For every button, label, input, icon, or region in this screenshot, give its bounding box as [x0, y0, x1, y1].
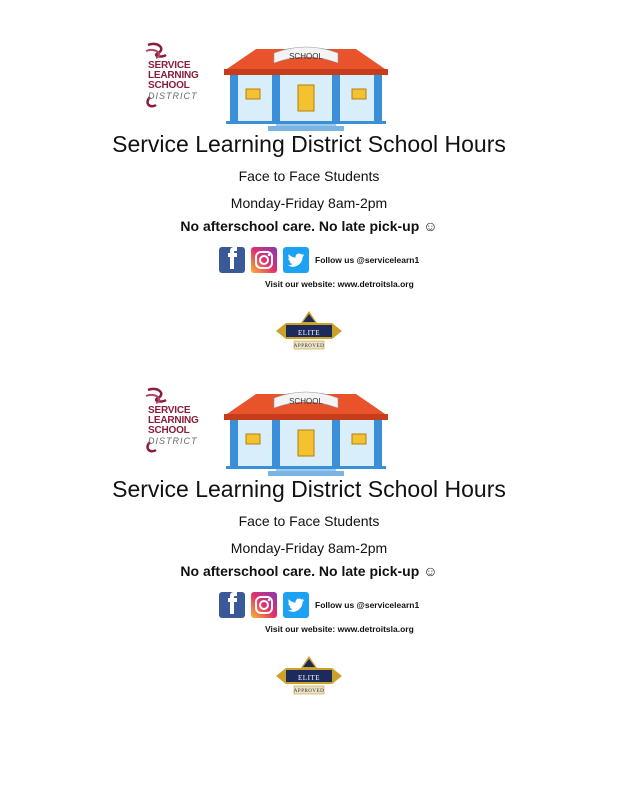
logo-line: SCHOOL: [148, 80, 190, 91]
elite-badge: [272, 309, 346, 355]
smiley-icon: ☺: [423, 563, 438, 579]
instagram-icon[interactable]: [251, 592, 277, 618]
page-title: Service Learning District School Hours: [112, 476, 506, 502]
twitter-icon[interactable]: [283, 592, 309, 618]
school-building-icon: [216, 382, 396, 480]
hours-text: Monday-Friday 8am-2pm: [230, 195, 388, 211]
logo-line: DISTRICT: [148, 91, 198, 101]
care-note: [0, 563, 618, 579]
logo-wordmark: [148, 406, 199, 446]
logo-line: LEARNING: [148, 70, 199, 81]
facebook-icon[interactable]: [219, 247, 245, 273]
care-note-text: No afterschool care. No late pick-up: [180, 563, 420, 579]
flyer-bottom: [0, 380, 618, 725]
website-link[interactable]: Visit our website: www.detroitsla.org: [265, 279, 414, 289]
facebook-icon[interactable]: [219, 592, 245, 618]
school-sign-label: SCHOOL: [289, 397, 323, 406]
care-note: [0, 218, 618, 234]
badge-label: ELITE: [298, 674, 320, 682]
logo-line: DISTRICT: [148, 436, 198, 446]
audience-text: Face to Face Students: [238, 513, 380, 529]
school-sign-label: SCHOOL: [289, 52, 323, 61]
logo-line: SERVICE: [148, 60, 191, 71]
school-building-icon: [216, 37, 396, 135]
badge-sublabel: APPROVED: [293, 689, 325, 694]
care-note-text: No afterschool care. No late pick-up: [180, 218, 420, 234]
follow-handle[interactable]: Follow us @servicelearn1: [315, 600, 420, 610]
audience-text: Face to Face Students: [238, 168, 380, 184]
logo-wordmark: [148, 61, 199, 101]
badge-sublabel: APPROVED: [293, 344, 325, 349]
hours-text: Monday-Friday 8am-2pm: [230, 540, 388, 556]
follow-handle[interactable]: Follow us @servicelearn1: [315, 255, 420, 265]
district-logo: [136, 39, 216, 119]
website-link[interactable]: Visit our website: www.detroitsla.org: [265, 624, 414, 634]
twitter-icon[interactable]: [283, 247, 309, 273]
smiley-icon: ☺: [423, 218, 438, 234]
logo-line: SERVICE: [148, 405, 191, 416]
district-logo: [136, 384, 216, 464]
elite-badge: [272, 654, 346, 700]
instagram-icon[interactable]: [251, 247, 277, 273]
logo-line: SCHOOL: [148, 425, 190, 436]
flyer-top: [0, 35, 618, 380]
badge-label: ELITE: [298, 329, 320, 337]
page-title: Service Learning District School Hours: [112, 131, 506, 157]
logo-line: LEARNING: [148, 415, 199, 426]
